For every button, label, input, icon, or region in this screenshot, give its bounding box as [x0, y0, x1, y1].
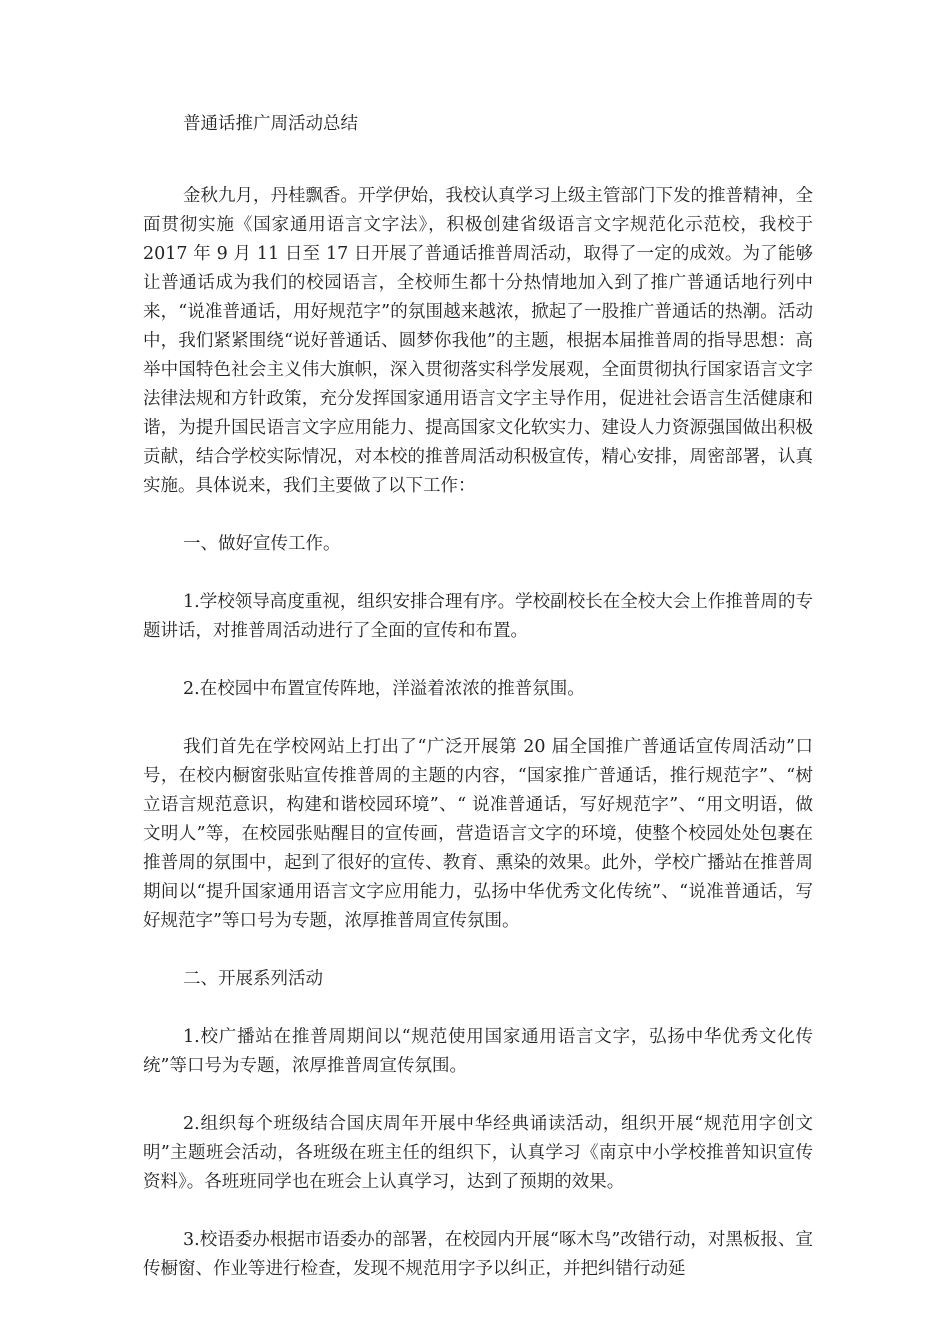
- paragraph-item-2-2: 2.组织每个班级结合国庆周年开展中华经典诵读活动，组织开展“规范用字创文明”主题班会活动，各班级在班主任的组织下，认真学习《南京中小学校推普知识宣传资料》。各班班同学也在班会上认真学习，达到了预期的效果。: [143, 1114, 813, 1192]
- paragraph-item-1-2: 2.在校园中布置宣传阵地，洋溢着浓浓的推普氛围。: [183, 679, 585, 699]
- document-title: 普通话推广周活动总结: [183, 114, 358, 134]
- paragraph-item-2-3: 3.校语委办根据市语委办的部署，在校园内开展“啄木鸟”改错行动，对黑板报、宣传橱窗、作业等进行检查，发现不规范用字予以纠正，并把纠错行动延: [143, 1230, 813, 1279]
- paragraph-intro: 金秋九月，丹桂飘香。开学伊始，我校认真学习上级主管部门下发的推普精神，全面贯彻实施《国家通用语言文字法》，积极创建省级语言文字规范化示范校，我校于 2017 年 9 月 11 日至 17 日开展了普通话推普周活动，取得了一定的成效。为了能够让普通话成为我们的校园语言，全校师生都十分热情地加入到了推广普通话地行列中来，“说准普通话，用好规范字”的氛围越来越浓，掀起了一股推广普通话的热潮。活动中，我们紧紧围绕“说好普通话、圆梦你我他”的主题，根据本届推普周的指导思想：高举中国特色社会主义伟大旗帜，深入贯彻落实科学发展观，全面贯彻执行国家语言文字法律法规和方针政策，充分发挥国家通用语言文字主导作用，促进社会语言生活健康和谐，为提升国民语言文字应用能力、提高国家文化软实力、建设人力资源强国做出积极贡献，结合学校实际情况，对本校的推普周活动积极宣传，精心安排，周密部署，认真实施。具体说来，我们主要做了以下工作：: [143, 186, 813, 496]
- section-heading-1: 一、做好宣传工作。: [183, 534, 341, 554]
- document-body: [143, 110, 813, 1313]
- paragraph-item-1-1: 1.学校领导高度重视，组织安排合理有序。学校副校长在全校大会上作推普周的专题讲话，对推普周活动进行了全面的宣传和布置。: [143, 592, 813, 641]
- paragraph-publicity: 我们首先在学校网站上打出了“广泛开展第 20 届全国推广普通话宣传周活动”口号，在校内橱窗张贴宣传推普周的主题的内容，“国家推广普通话，推行规范字”、“树立语言规范意识，构建和谐校园环境”、“ 说准普通话，写好规范字”、“用文明语，做文明人”等，在校园张贴醒目的宣传画，营造语言文字的环境，使整个校园处处包裹在推普周的氛围中，起到了很好的宣传、教育、熏染的效果。此外，学校广播站在推普周期间以“提升国家通用语言文字应用能力，弘扬中华优秀文化传统”、“说准普通话，写好规范字”等口号为专题，浓厚推普周宣传氛围。: [143, 737, 813, 931]
- section-heading-2: 二、开展系列活动: [183, 969, 323, 989]
- paragraph-item-2-1: 1.校广播站在推普周期间以“规范使用国家通用语言文字，弘扬中华优秀文化传统”等口号为专题，浓厚推普周宣传氛围。: [143, 1027, 813, 1076]
